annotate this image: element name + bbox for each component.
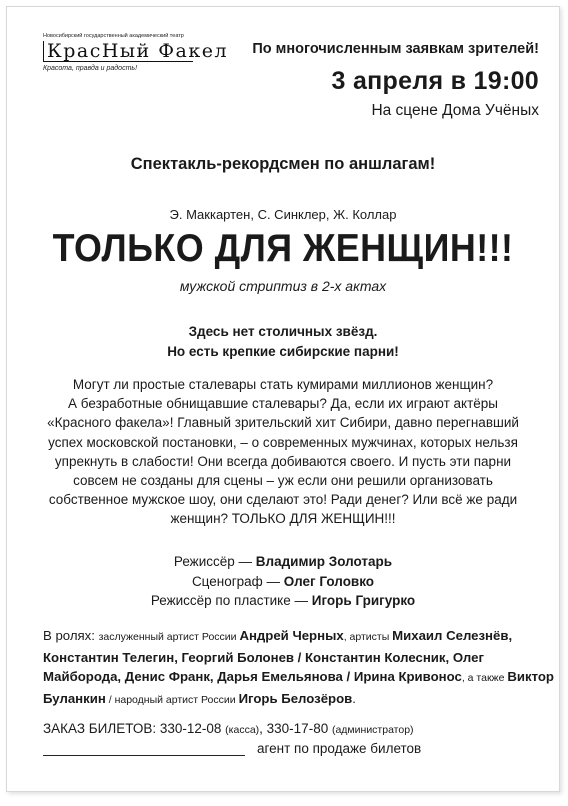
credit-set-designer (7, 572, 559, 592)
description-line: упрекнуть в слабости! Они всегда добиваются своего. И пусть эти парни (54, 453, 512, 469)
credit-person: Игорь Григурко (311, 593, 416, 608)
slogan-line: Здесь нет столичных звёзд. (188, 324, 378, 339)
credit-role: Режиссёр по пластике — (150, 593, 312, 608)
logo-tagline: Красота, правда и радость! (43, 65, 138, 72)
slogan (7, 322, 559, 362)
description-line: «Красного факела»! Главный зрительский хит Сибири, давно перегнавший (47, 415, 519, 431)
cast-name: Буланкин (43, 690, 106, 706)
show-datetime: 3 апреля в 19:00 (331, 67, 539, 95)
ticket-note: (касса) (225, 724, 260, 736)
cast-line (43, 689, 537, 711)
description-line: собственное мужское шоу, они сделают это! Ради денег? Или всё же ради (48, 492, 518, 508)
description-line: женщин? ТОЛЬКО ДЛЯ ЖЕНЩИН!!! (170, 511, 396, 527)
record-headline: Спектакль-рекордсмен по аншлагам! (130, 155, 436, 173)
cast-note: заслуженный артист России (98, 631, 240, 643)
description-line: совсем не созданы для сцены – уж если они решили организовать (73, 473, 493, 489)
logo-name: КрасНый Факел (43, 41, 193, 62)
play-title: ТОЛЬКО ДЛЯ ЖЕНЩИН!!! (52, 227, 514, 270)
cast-name: Андрей Черных (239, 628, 344, 643)
ticket-note: (администратор) (331, 724, 414, 736)
cast-name: Виктор (507, 669, 554, 684)
play-subtitle: мужской стриптиз в 2-х актах (179, 278, 387, 294)
header-block (252, 41, 539, 120)
cast-note: , артисты (343, 631, 393, 643)
request-line: По многочисленным заявкам зрителей! (252, 41, 539, 57)
agent-label: агент по продаже билетов (257, 741, 422, 756)
credit-role: Режиссёр — (173, 554, 256, 569)
credit-role: Сценограф — (191, 573, 284, 589)
cast-note: , а также (461, 672, 508, 684)
credit-movement-director (7, 591, 559, 611)
description-line: А безработные обнищавшие сталевары? Да, если их играют актёры (68, 396, 498, 412)
ticket-order (43, 721, 414, 736)
authors: Э. Маккартен, С. Синклер, Ж. Коллар (169, 207, 397, 222)
ticket-phone: , 330-17-80 (259, 721, 332, 736)
show-venue: На сцене Дома Учёных (371, 102, 539, 119)
cast-name: Михаил Селезнёв, (392, 628, 513, 643)
theatre-logo (43, 33, 229, 72)
cast-line (43, 667, 554, 689)
cast-names: Константин Телегин, Георгий Болонев / Константин Колесник, Олег (43, 649, 484, 665)
credit-director (7, 552, 559, 572)
poster (6, 6, 560, 792)
cast-note: / народный артист России (105, 693, 239, 706)
ticket-label: ЗАКАЗ БИЛЕТОВ: 330-12-08 (43, 721, 226, 736)
ticket-agent (43, 741, 421, 756)
cast-name: Игорь Белозёров (238, 690, 353, 706)
cast-line (43, 626, 537, 648)
description-line: успех московской постановки, – о современных мужчинах, которых нельзя (48, 434, 518, 450)
cast-intro: В ролях: (43, 628, 99, 643)
agent-blank-line (43, 742, 245, 756)
cast-list (43, 626, 554, 710)
credits (7, 552, 559, 611)
cast-line (43, 648, 537, 668)
cast-names: Майборода, Денис Франк, Дарья Емельянова / Ирина Кривонос (43, 669, 462, 684)
description-line: Могут ли простые сталевары стать кумирами миллионов женщин? (72, 377, 494, 392)
credit-person: Владимир Золотарь (255, 554, 393, 569)
credit-person: Олег Головко (283, 573, 375, 589)
cast-end: . (352, 690, 356, 706)
slogan-line: Но есть крепкие сибирские парни! (167, 344, 399, 359)
logo-small-text: Новосибирский государственный академический театр (43, 33, 184, 39)
description (35, 375, 531, 529)
